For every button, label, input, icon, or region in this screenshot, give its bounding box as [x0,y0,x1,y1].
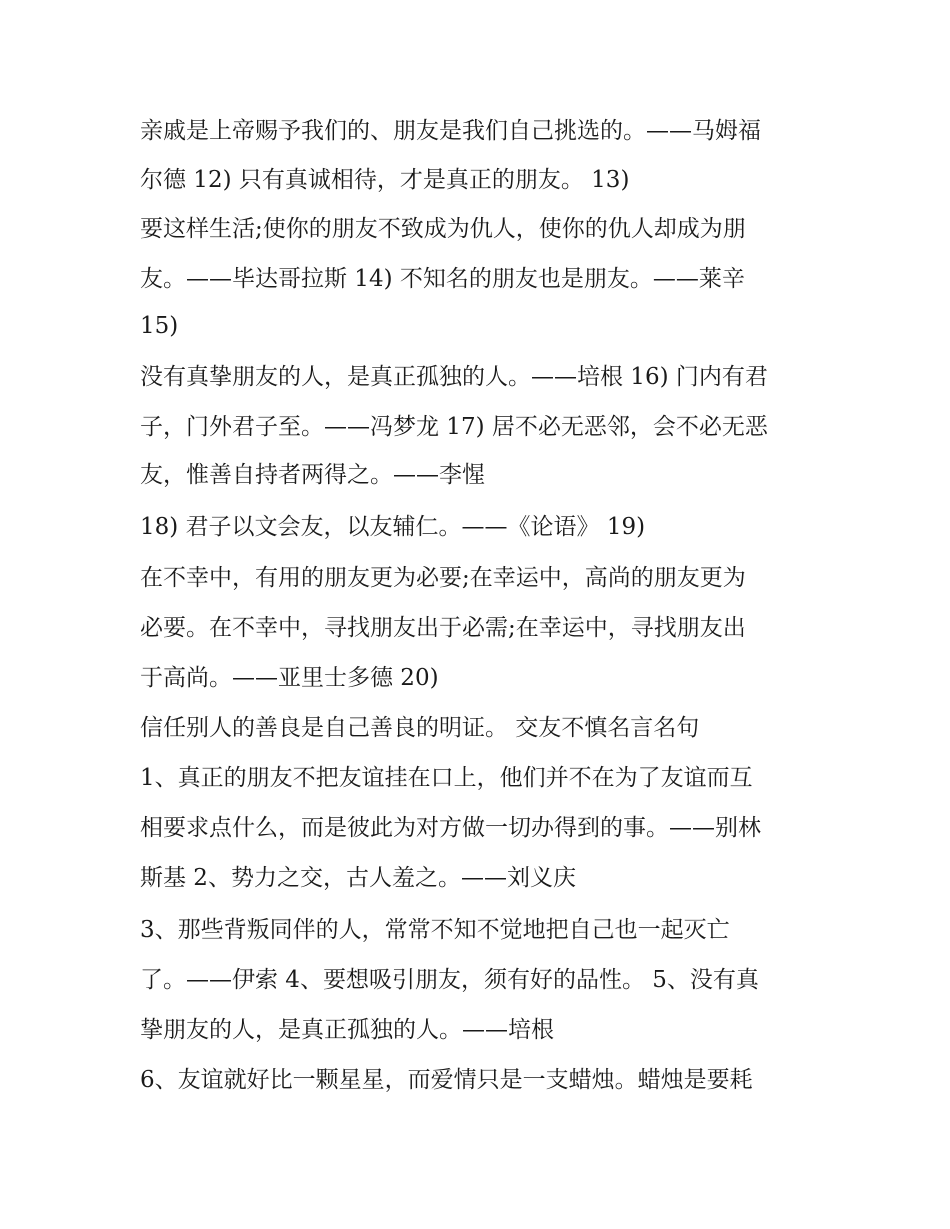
text-line: 于高尚。——亚里士多德 20) [140,665,439,691]
text-line: 信任别人的善良是自己善良的明证。 交友不慎名言名句 [140,715,700,741]
text-line: 友。——毕达哥拉斯 14) 不知名的朋友也是朋友。——莱辛 [140,266,745,292]
text-line: 18) 君子以文会友，以友辅仁。——《论语》 19) [140,514,646,540]
text-line: 了。——伊索 4、要想吸引朋友，须有好的品性。 5、没有真 [140,967,759,993]
text-line: 子，门外君子至。——冯梦龙 17) 居不必无恶邻，会不必无恶 [140,414,768,440]
text-line: 15) [140,313,179,339]
text-line: 尔德 12) 只有真诚相待，才是真正的朋友。 13) [140,167,630,193]
text-line: 斯基 2、势力之交，古人羞之。——刘义庆 [140,865,576,891]
text-line: 相要求点什么，而是彼此为对方做一切办得到的事。——别林 [140,815,761,841]
text-line: 必要。在不幸中，寻找朋友出于必需;在幸运中，寻找朋友出 [140,615,746,641]
text-line: 挚朋友的人，是真正孤独的人。——培根 [140,1017,554,1043]
text-line: 亲戚是上帝赐予我们的、朋友是我们自己挑选的。——马姆福 [140,118,761,144]
text-line: 3、那些背叛同伴的人，常常不知不觉地把自己也一起灭亡 [140,917,730,943]
text-line: 1、真正的朋友不把友谊挂在口上，他们并不在为了友谊而互 [140,765,753,791]
text-line: 在不幸中，有用的朋友更为必要;在幸运中，高尚的朋友更为 [140,565,746,591]
text-line: 没有真挚朋友的人，是真正孤独的人。——培根 16) 门内有君 [140,364,768,390]
text-line: 友，惟善自持者两得之。——李惺 [140,462,485,488]
text-line: 要这样生活;使你的朋友不致成为仇人，使你的仇人却成为朋 [140,216,746,242]
text-line: 6、友谊就好比一颗星星，而爱情只是一支蜡烛。蜡烛是要耗 [140,1067,753,1093]
